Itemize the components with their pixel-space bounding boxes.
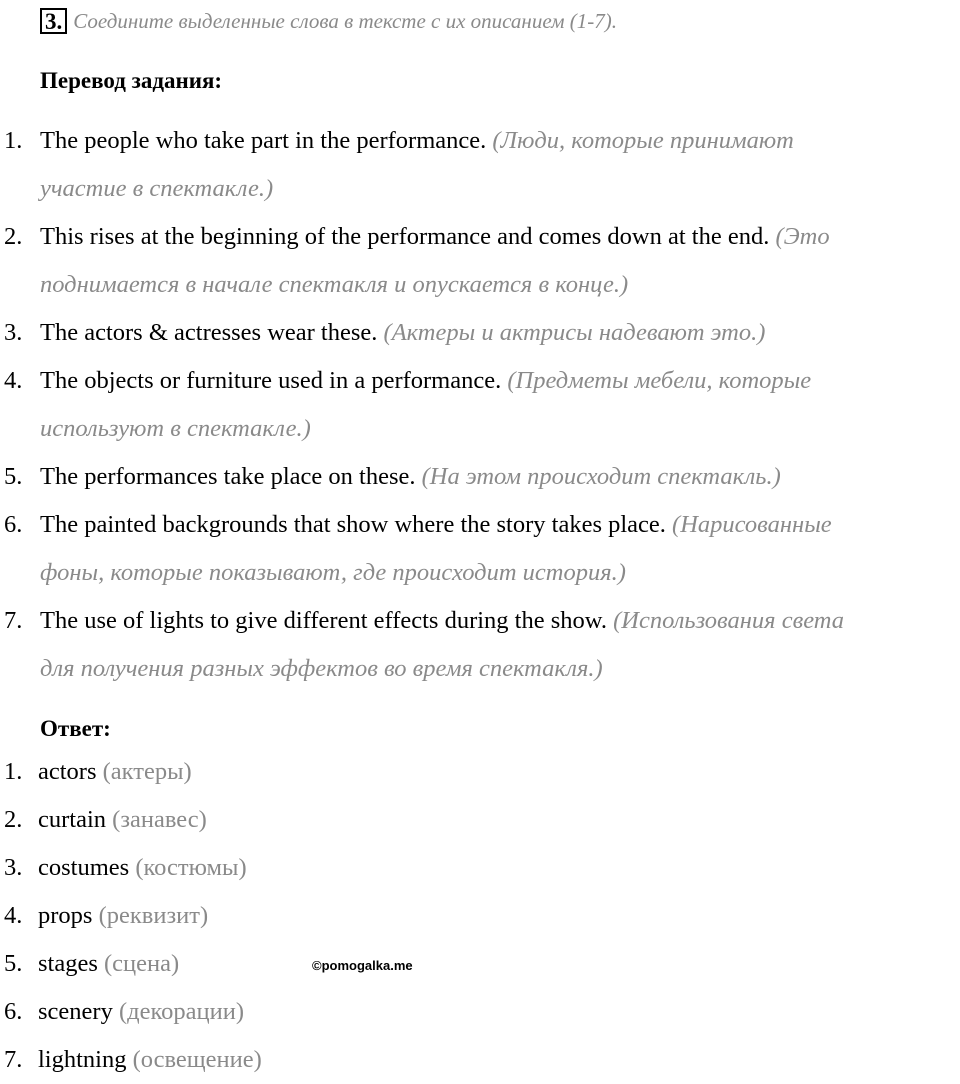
item-russian: (Предметы мебели, которые xyxy=(507,367,812,394)
item-russian-continued: для получения разных эффектов во время спектакля.) xyxy=(40,655,603,682)
item-number: 1. xyxy=(4,127,23,154)
answer-russian: (реквизит) xyxy=(98,902,209,929)
item-russian: (Актеры и актрисы надевают это.) xyxy=(383,319,766,346)
answer-number: 3. xyxy=(4,854,23,881)
item-russian-continued: участие в спектакле.) xyxy=(40,175,274,202)
answer-russian: (сцена) xyxy=(104,950,180,977)
answer-number: 4. xyxy=(4,902,23,929)
item-english: The people who take part in the performance. xyxy=(40,127,487,154)
item-russian: (Люди, которые принимают xyxy=(492,127,794,154)
answer-english: actors xyxy=(38,758,97,785)
item-russian-continued: фоны, которые показывают, где происходит история.) xyxy=(40,559,626,586)
item-russian-continued: поднимается в начале спектакля и опускается в конце.) xyxy=(40,271,629,298)
answer-number: 1. xyxy=(4,758,23,785)
item-russian: (Использования света xyxy=(613,607,844,634)
item-russian: (Нарисованные xyxy=(672,511,832,538)
item-russian-continued: используют в спектакле.) xyxy=(40,415,311,442)
answer-english: stages xyxy=(38,950,98,977)
item-english: The use of lights to give different effects during the show. xyxy=(40,607,607,634)
item-number: 3. xyxy=(4,319,23,346)
item-russian: (Это xyxy=(775,223,830,250)
watermark: ©pomogalka.me xyxy=(312,958,413,973)
answer-number: 2. xyxy=(4,806,23,833)
translation-heading: Перевод задания: xyxy=(40,68,223,93)
answer-number: 6. xyxy=(4,998,23,1025)
item-english: The performances take place on these. xyxy=(40,463,416,490)
answer-english: lightning xyxy=(38,1046,127,1073)
task-instruction: Соедините выделенные слова в тексте с их описанием (1-7). xyxy=(73,8,618,33)
answer-english: curtain xyxy=(38,806,107,833)
answer-english: costumes xyxy=(38,854,130,881)
item-number: 6. xyxy=(4,511,23,538)
answer-number: 5. xyxy=(4,950,23,977)
answer-russian: (декорации) xyxy=(118,998,244,1025)
task-header xyxy=(40,6,617,36)
answer-english: scenery xyxy=(38,998,113,1025)
task-number: 3. xyxy=(40,8,67,34)
answer-russian: (актеры) xyxy=(102,758,192,785)
answer-russian: (освещение) xyxy=(132,1046,262,1073)
answer-heading: Ответ: xyxy=(40,716,111,741)
answer-russian: (занавес) xyxy=(112,806,207,833)
answer-number: 7. xyxy=(4,1046,23,1073)
item-number: 7. xyxy=(4,607,23,634)
item-english: This rises at the beginning of the performance and comes down at the end. xyxy=(40,223,770,250)
item-number: 5. xyxy=(4,463,23,490)
answer-english: props xyxy=(38,902,93,929)
item-english: The painted backgrounds that show where the story takes place. xyxy=(40,511,666,538)
item-russian: (На этом происходит спектакль.) xyxy=(421,463,781,490)
item-number: 2. xyxy=(4,223,23,250)
item-english: The objects or furniture used in a performance. xyxy=(40,367,502,394)
answer-russian: (костюмы) xyxy=(135,854,247,881)
item-english: The actors & actresses wear these. xyxy=(40,319,378,346)
item-number: 4. xyxy=(4,367,23,394)
